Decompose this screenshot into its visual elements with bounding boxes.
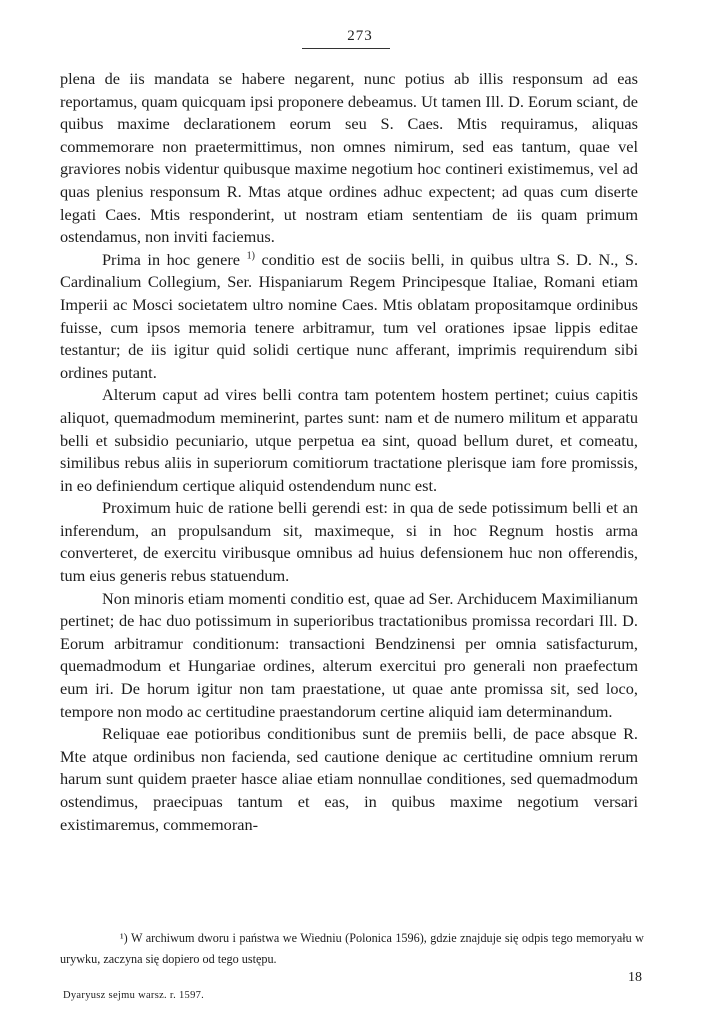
footnote-marker: ¹) bbox=[120, 931, 128, 945]
paragraph-2-text: conditio est de sociis belli, in quibus ultra S. D. N., S. Cardinalium Collegium, Ser. Hispaniarum Regem Principesque Italiae, Romani etiam Imperii ac Mosci societatem ultro nomine Caes. Mtis oblatam propositamque ordinibus fuisse, cum ipsos memoria tenere arbitramur, tum vel orationes ipsae lippis editae testantur; de iis igitur quid solidi certique nunc afferant, imprimis requirendum sibi ordines putant. bbox=[60, 249, 639, 382]
header-rule bbox=[302, 48, 390, 49]
body-text bbox=[60, 68, 638, 836]
paragraph-1: plena de iis mandata se habere negarent, nunc potius ab illis responsum ad eas reportamus, quam quicquam ipsi proponere debeamus. Ut tamen Ill. D. Eorum sciant, de quibus maxime declarationem eorum seu S. Caes. Mtis requiramus, aliquas commemorare non praetermittimus, non omnes nimirum, sed eas tantum, quae vel graviores nobis videntur quibusque maxime negotium hoc contineri existimemus, vel ad quas plenius responsum R. Mtas atque ordines adhuc expectent; ad quas cum diserte legati Caes. Mtis responderint, ut nostram etiam sententiam de iis quam primum ostendamus, non inviti faciemus. bbox=[60, 69, 638, 247]
paragraph-3: Alterum caput ad vires belli contra tam potentem hostem pertinet; cuius capitis aliquot, quemadmodum meminerint, partes sunt: nam et de numero militum et apparatu belli et subsidio pecuniario, utque perpetua ea sint, quoad bellum duret, et comeatu, similibus rebus aliis in superiorum comitiorum tractatione plerisque iam fore promissis, in eo definiendum certique aliquid ostendendum nunc est. bbox=[60, 385, 638, 495]
paragraph-2 bbox=[60, 249, 638, 385]
paragraph-4: Proximum huic de ratione belli gerendi est: in qua de sede potissimum belli et an inferendum, an propulsandum sit, maximeque, si in hoc Regnum hostis arma converteret, de exercitu viribusque omnibus ad huius defensionem huc non offerendis, tum eius generis rebus statuendum. bbox=[60, 498, 638, 586]
footnote-text: W archiwum dworu i państwa we Wiedniu (Polonica 1596), gdzie znajduje się odpis tego memoryału w urywku, zaczyna się dopiero od tego ustępu. bbox=[60, 931, 644, 966]
page-number: 273 bbox=[347, 28, 373, 44]
paragraph-5: Non minoris etiam momenti conditio est, quae ad Ser. Archiducem Maximilianum pertinet; de hac duo potissimum in superioribus tractationibus promissa recordari Ill. D. Eorum arbitramur conditionum: transactioni Bendzinensi per omnia satisfacturum, quemadmodum et Hungariae ordines, alterum exercitui pro generali non praefectum eum iri. De horum igitur non tam praestatione, ut quae ante promissa sit, sed loco, tempore non modo ac certitudine praestandorum certine aliquid iam determinandum. bbox=[60, 588, 638, 721]
signature-line: Dyaryusz sejmu warsz. r. 1597. bbox=[63, 990, 205, 1001]
sheet-number: 18 bbox=[628, 970, 642, 985]
paragraph-6: Reliquae eae potioribus conditionibus sunt de premiis belli, de pace absque R. Mte atque ordinibus non facienda, sed cautione denique ac certitudine omnium rerum harum sunt quidem praeter hasce aliae etiam nonnullae conditiones, sed quemadmodum ostendimus, praecipuas tantum et eas, in quibus maxime negotium versari existimaremus, commemoran- bbox=[60, 724, 638, 834]
paragraph-2-lead: Prima in hoc genere bbox=[102, 249, 241, 269]
footnote-reference: 1) bbox=[246, 250, 255, 262]
footnote bbox=[60, 928, 644, 970]
